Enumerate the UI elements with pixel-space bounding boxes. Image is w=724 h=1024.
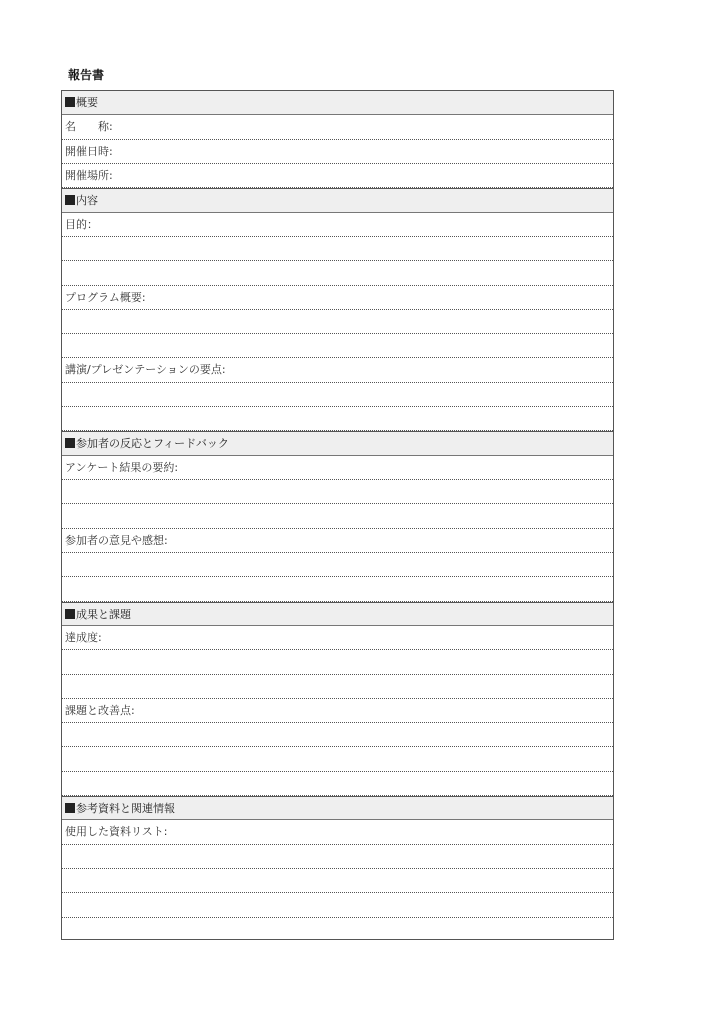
opinions-label: 参加者の意見や感想: [65,533,168,547]
blank-line[interactable] [62,383,613,407]
blank-line[interactable] [62,869,613,893]
report-form [61,90,614,940]
purpose-row[interactable] [62,213,613,237]
section-title: 参考資料と関連情報 [76,802,175,816]
presentation-label: 講演/プレゼンテーションの要点: [65,363,226,377]
materials-label: 使用した資料リスト: [65,825,168,839]
achievement-label: 達成度: [65,630,102,644]
section-header-content [62,188,613,212]
section-title: 成果と課題 [76,607,131,621]
blank-line[interactable] [62,310,613,334]
blank-line[interactable] [62,747,613,771]
blank-line[interactable] [62,480,613,504]
square-bullet-icon [65,803,75,813]
achievement-row[interactable] [62,626,613,650]
blank-line[interactable] [62,723,613,747]
venue-row[interactable] [62,164,613,188]
opinions-row[interactable] [62,529,613,553]
document-title: 報告書 [68,68,105,82]
square-bullet-icon [65,438,75,448]
blank-line[interactable] [62,334,613,358]
blank-line[interactable] [62,407,613,431]
program-row[interactable] [62,286,613,310]
blank-line[interactable] [62,675,613,699]
blank-line[interactable] [62,261,613,285]
program-label: プログラム概要: [65,290,146,304]
survey-row[interactable] [62,456,613,480]
blank-line[interactable] [62,504,613,528]
survey-label: アンケート結果の要約: [65,460,179,474]
blank-line[interactable] [62,893,613,917]
date-row[interactable] [62,140,613,164]
section-title: 参加者の反応とフィードバック [76,437,229,451]
square-bullet-icon [65,609,75,619]
materials-row[interactable] [62,820,613,844]
section-title: 概要 [76,96,98,109]
blank-line[interactable] [62,237,613,261]
section-title: 内容 [76,194,98,208]
blank-line[interactable] [62,845,613,869]
section-header-results [62,602,613,626]
square-bullet-icon [65,195,75,205]
purpose-label: 目的： [65,217,98,231]
blank-line[interactable] [62,650,613,674]
name-label: 名 称: [65,120,113,134]
venue-label: 開催場所: [65,168,113,182]
section-header-references [62,796,613,820]
date-label: 開催日時: [65,144,113,158]
blank-line[interactable] [62,772,613,796]
blank-line[interactable] [62,918,613,942]
square-bullet-icon [65,97,75,107]
issues-row[interactable] [62,699,613,723]
presentation-row[interactable] [62,358,613,382]
blank-line[interactable] [62,553,613,577]
name-row[interactable] [62,115,613,139]
blank-line[interactable] [62,577,613,601]
section-header-feedback [62,431,613,455]
issues-label: 課題と改善点: [65,703,135,717]
section-header-overview [62,91,613,115]
